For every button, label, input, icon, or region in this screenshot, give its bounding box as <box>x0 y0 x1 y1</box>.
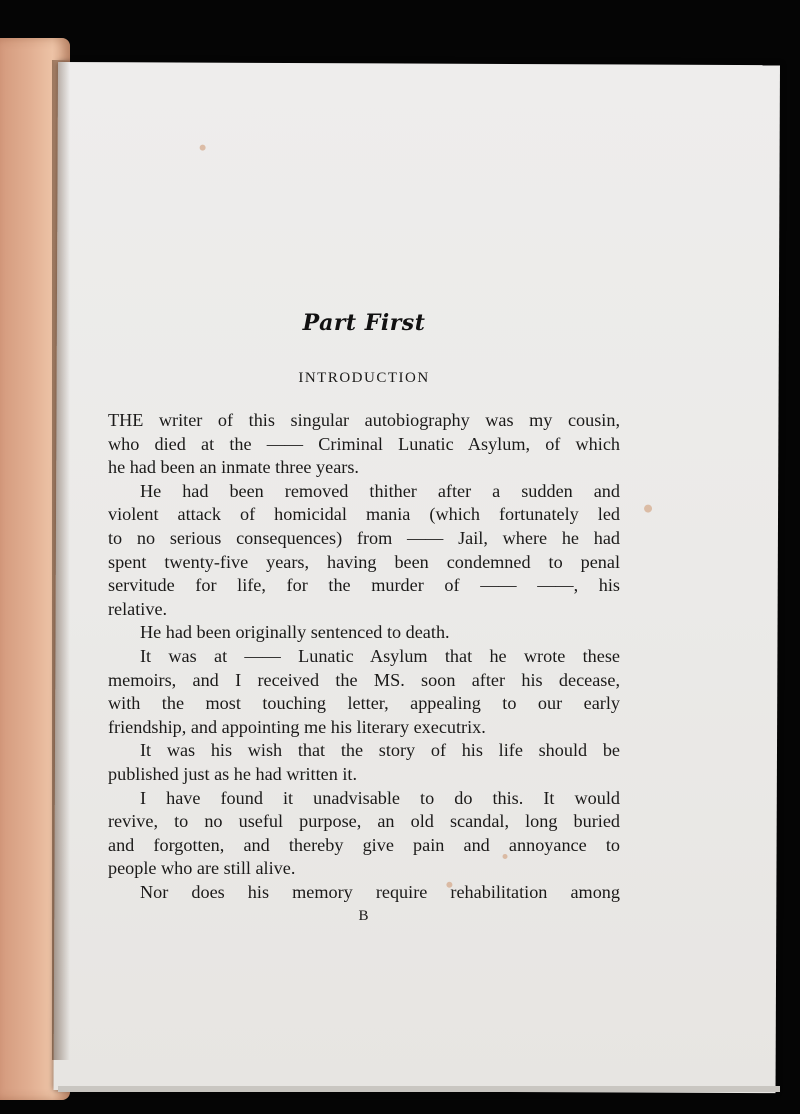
text-line: Nor does his memory require rehabilitation among <box>140 881 620 902</box>
text-line: violent attack of homicidal mania (which fortunately led <box>108 504 620 525</box>
text-line: published just as he had written it. <box>108 763 358 784</box>
text-line: and forgotten, and thereby give pain and annoyance to <box>108 834 620 855</box>
part-title: Part First <box>302 310 426 336</box>
text-line: spent twenty-five years, having been condemned to penal <box>108 551 620 572</box>
text-line: He had been originally sentenced to death. <box>140 622 450 643</box>
text-line: I have found it unadvisable to do this. It would <box>140 787 620 808</box>
text-line: revive, to no useful purpose, an old scandal, long buried <box>108 811 620 832</box>
text-line: to no serious consequences) from —— Jail, where he had <box>108 527 620 548</box>
gutter-shadow <box>52 60 70 1060</box>
text-line: friendship, and appointing me his literary executrix. <box>108 716 486 737</box>
text-line: memoirs, and I received the MS. soon after his decease, <box>108 669 620 690</box>
text-line: THE writer of this singular autobiography was my cousin, <box>108 410 620 430</box>
foxing-spot <box>644 505 652 513</box>
page-text <box>108 310 620 925</box>
text-line: with the most touching letter, appealing to our early <box>108 693 620 714</box>
text-line: he had been an inmate three years. <box>108 457 359 478</box>
text-line: He had been removed thither after a sudden and <box>140 480 620 501</box>
text-line: servitude for life, for the murder of —— ——, his <box>108 575 620 596</box>
signature-mark: B <box>358 908 370 925</box>
text-line: people who are still alive. <box>108 858 296 879</box>
text-line: relative. <box>108 598 168 619</box>
page-bottom-edge <box>58 1086 780 1092</box>
text-line: who died at the —— Criminal Lunatic Asylum, of which <box>108 433 620 454</box>
foxing-spot <box>200 145 206 151</box>
text-line: It was his wish that the story of his life should be <box>140 740 620 761</box>
section-title: INTRODUCTION <box>298 370 430 386</box>
text-line: It was at —— Lunatic Asylum that he wrote these <box>140 645 620 666</box>
